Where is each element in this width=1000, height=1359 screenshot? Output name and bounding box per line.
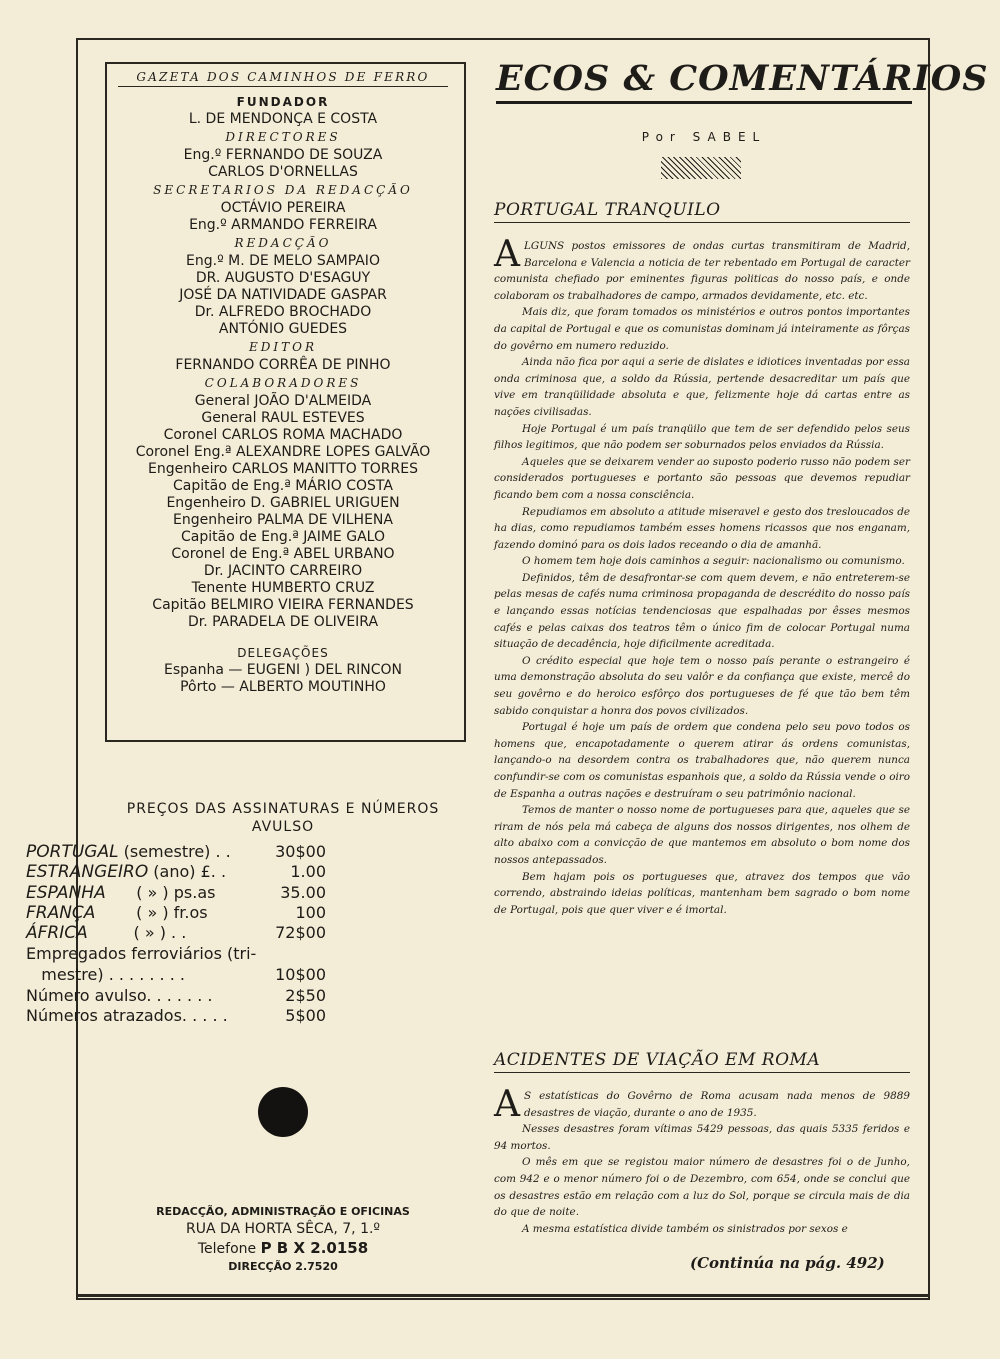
paragraph: Temos de manter o nosso nome de portugueses para que, aqueles que se riram de nós pela má cabeça de alguns dos nossos dirigentes, nos olhem de alto abaixo com a convicção de que mantemos em absoluto o bom nome dos nossos antepassados. [494, 804, 910, 866]
footer-address-title: REDACÇÃO, ADMINISTRAÇÃO E OFICINAS [156, 1205, 410, 1218]
directores-label: DIRECTORES [225, 130, 341, 144]
colaborador-name: Coronel de Eng.ª ABEL URBANO [171, 546, 395, 562]
price-value: 30$00 [275, 842, 326, 861]
colaborador-name: Tenente HUMBERTO CRUZ [191, 580, 375, 596]
price-row [26, 862, 326, 882]
price-value: 2$50 [285, 986, 326, 1005]
telefone-number: P B X 2.0158 [260, 1239, 369, 1257]
price-label: FRANÇA [26, 903, 96, 923]
price-value: 5$00 [285, 1006, 326, 1025]
colaborador-name: Engenheiro PALMA DE VILHENA [173, 512, 393, 528]
bottom-rule [76, 1294, 930, 1297]
secretarios-label: SECRETARIOS DA REDACÇÃO [153, 183, 413, 197]
prices-heading: AVULSO [251, 819, 315, 835]
delegacao-line: Espanha — EUGENI ) DEL RINCON [163, 662, 403, 678]
colaborador-name: Coronel CARLOS ROMA MACHADO [163, 427, 403, 443]
fundador-label: FUNDADOR [236, 95, 330, 109]
colaborador-name: Engenheiro D. GABRIEL URIGUEN [166, 495, 400, 511]
paragraph: O homem tem hoje dois caminhos a seguir: nacionalismo ou comunismo. [522, 555, 905, 568]
secretario-name: OCTÁVIO PEREIRA [220, 200, 346, 216]
price-row [26, 965, 326, 985]
price-row [26, 944, 326, 964]
secretario-name: Eng.º ARMANDO FERREIRA [189, 217, 377, 233]
paragraph: Mais diz, que foram tomados os ministérios e outros pontos importantes da capital de Portugal e que os comunistas dominam já inteiramente as fôrças do govêrno em numero reduzido. [494, 306, 910, 352]
redaccao-label: REDACÇÃO [234, 236, 332, 250]
price-desc: Números atrazados. . . . . [26, 1006, 228, 1025]
redaccao-name: DR. AUGUSTO D'ESAGUY [195, 270, 371, 286]
article-title-roma: ACIDENTES DE VIAÇÃO EM ROMA [494, 1050, 910, 1073]
redaccao-name: JOSÉ DA NATIVIDADE GASPAR [179, 287, 387, 303]
price-row [26, 842, 326, 862]
price-desc: ( » ) ps.as [105, 883, 216, 902]
paragraph: Aqueles que se deixarem vender ao suposto poderio russo não podem ser considerados portugueses e portanto são pessoas que devemos repudiar ficando bem com a nossa consciência. [494, 455, 910, 501]
colaborador-name: Dr. PARADELA DE OLIVEIRA [187, 614, 379, 630]
column-title: ECOS & COMENTÁRIOS [496, 58, 989, 99]
price-desc: (ano) £. . [148, 862, 227, 881]
article-body-portugal [494, 234, 910, 918]
colaborador-name: Engenheiro CARLOS MANITTO TORRES [147, 461, 418, 477]
delegacoes-label: DELEGAÇÕES [237, 646, 329, 660]
paragraph: ALGUNS postos emissores de ondas curtas transmitiram de Madrid, Barcelona e Valencia a noticia de ter rebentado em Portugal de caracter comunista chefiado por eminentes figuras politicas do nosso país, e onde colaboram os trabalhadores de campo, armados devidamente, etc. etc. [494, 234, 910, 302]
paragraph: Nesses desastres foram vítimas 5429 pessoas, das quais 5335 feridos e 94 mortos. [494, 1123, 910, 1152]
paragraph: Portugal é hoje um país de ordem que condena pelo seu povo todos os homens que, encapotadamente o querem atirar ás ordens comunistas, lançando-o na desordem contra os trabalhadores que, não querem nunca confundir-se com os comunistas espanhois que, a soldo da Rússia vende o oiro de Espanha a outras nações e destruíram o seu patrimônio nacional. [494, 721, 910, 800]
fundador-name: L. DE MENDONÇA E COSTA [188, 111, 378, 127]
paragraph: O crédito especial que hoje tem o nosso país perante o estrangeiro é uma demonstração absoluta do seu valôr e da confiança que existe, mercê do seu govêrno e do heroico esfôrço dos portugueses de fé que tão bem têm sabido conquistar a honra dos povos civilizados. [494, 654, 910, 717]
price-value: 35.00 [280, 883, 326, 902]
director-name: CARLOS D'ORNELLAS [208, 164, 358, 180]
price-value: 72$00 [275, 923, 326, 942]
price-desc: Número avulso. . . . . . . [26, 986, 213, 1005]
colaborador-name: Capitão de Eng.ª MÁRIO COSTA [173, 478, 393, 494]
colaborador-name: General RAUL ESTEVES [201, 410, 365, 426]
footer-direccao: DIRECÇÃO 2.7520 [228, 1260, 338, 1273]
editor-label: EDITOR [249, 340, 317, 354]
prices-heading: PREÇOS DAS ASSINATURAS E NÚMEROS [126, 801, 440, 817]
price-desc: ( » ) fr.os [95, 903, 208, 922]
footer-street: RUA DA HORTA SÊCA, 7, 1.º [185, 1221, 381, 1237]
colaborador-name: Coronel Eng.ª ALEXANDRE LOPES GALVÃO [135, 444, 431, 460]
paragraph: A mesma estatística divide também os sinistrados por sexos e [522, 1222, 848, 1235]
price-desc: Empregados ferroviários (tri- [26, 944, 257, 963]
price-row [26, 903, 326, 923]
editor-name: FERNANDO CORRÊA DE PINHO [175, 357, 391, 373]
paragraph: A S estatísticas do Govêrno de Roma acusam nada menos de 9889 desastres de viação, durante o ano de 1935. [494, 1084, 910, 1125]
paragraph: Hoje Portugal é um país tranqüilo que tem de ser defendido pelos seus filhos legitimos, que não podem ser soburnados pelos enviados da Rússia. [494, 422, 910, 452]
price-desc: (semestre) . . [118, 842, 231, 861]
colaboradores-label: COLABORADORES [204, 376, 362, 390]
colaborador-name: Capitão BELMIRO VIEIRA FERNANDES [152, 597, 414, 613]
paragraph: Bem hajam pois os portugueses que, atravez dos tempos que vão correndo, abstraindo ideias políticas, mantenham bem sagrado o bom nome de Portugal, pois que quer viver e é imortal. [494, 870, 910, 916]
paragraph: O mês em que se registou maior número de desastres foi o de Junho, com 942 e o menor número foi o de Dezembro, com 654, onde se conclui que os desastres estão em relação com a luz do Sol, porque se circula mais de dia do que de noite. [494, 1156, 910, 1219]
price-label: ESPANHA [26, 883, 106, 903]
continued-note: (Continúa na pág. 492) [690, 1254, 885, 1272]
price-value: 100 [295, 903, 326, 922]
price-desc: mestre) . . . . . . . . [26, 965, 185, 984]
colaborador-name: General JOÃO D'ALMEIDA [194, 393, 372, 409]
price-label: ESTRANGEIRO [26, 862, 149, 882]
director-name: Eng.º FERNANDO DE SOUZA [183, 147, 383, 163]
paragraph: Repudiamos em absoluto a atitude miseravel e gesto dos tresloucados de ha dias, como repudiamos também esses homens ricassos que nos enganam, fazendo dominó para os dois lados receando o dia de amanhã. [494, 505, 910, 551]
hatch-ornament [661, 157, 741, 179]
article-body-roma [494, 1084, 910, 1237]
footer-telefone: Telefone P B X 2.0158 [197, 1239, 369, 1257]
price-row [26, 923, 326, 943]
masthead [108, 66, 458, 696]
delegacao-line: Pôrto — ALBERTO MOUTINHO [180, 679, 386, 695]
redaccao-name: Dr. ALFREDO BROCHADO [194, 304, 372, 320]
price-label: ÁFRICA [26, 923, 88, 943]
redaccao-name: Eng.º M. DE MELO SAMPAIO [186, 253, 380, 269]
price-value: 10$00 [275, 965, 326, 984]
price-row [26, 883, 326, 903]
drop-cap: A [494, 234, 520, 275]
decorative-dot [258, 1087, 308, 1137]
gazeta-title: GAZETA DOS CAMINHOS DE FERRO [118, 70, 448, 87]
article-title-portugal: PORTUGAL TRANQUILO [494, 200, 910, 223]
title-rule [496, 101, 912, 104]
footer [108, 1204, 458, 1274]
colaborador-name: Capitão de Eng.ª JAIME GALO [181, 529, 385, 545]
paragraph: Ainda não fica por aqui a serie de dislates e idiotices inventadas por essa onda criminosa que, a soldo da Rússia, pertende desacreditar um país que vive em tranqüilidade absoluta e que, felizmente hoje dá cartas entre as nações civilisadas. [494, 356, 910, 418]
drop-cap: A [494, 1084, 520, 1125]
paragraph: Definidos, têm de desafrontar-se com quem devem, e não entreterem-se pelas mesas de cafés numa criminosa propaganda de descrédito do nosso país e lançando essas notícias tendenciosas que espalhadas por êsses mesmos cafés e pelas caixas dos teatros têm o único fim de colocar Portugal numa situação de decadência, hoje dificilmente acreditada. [494, 571, 910, 651]
price-row [26, 986, 326, 1006]
byline: Por SABEL [641, 130, 767, 144]
prices-section [108, 800, 458, 836]
colaborador-name: Dr. JACINTO CARREIRO [203, 563, 363, 579]
redaccao-name: ANTÓNIO GUEDES [218, 321, 348, 337]
price-value: 1.00 [290, 862, 326, 881]
price-row [26, 1006, 326, 1026]
price-label: PORTUGAL [26, 842, 119, 862]
price-desc: ( » ) . . [87, 923, 187, 942]
